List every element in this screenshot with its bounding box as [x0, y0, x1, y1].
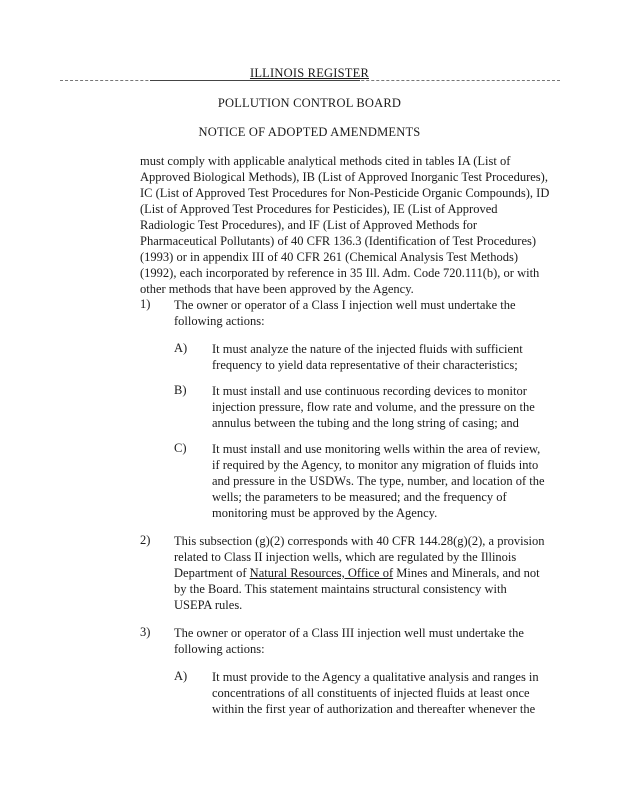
subitem-letter: A) [174, 669, 188, 683]
intro-line: Approved Biological Methods), IB (List of Approved Inorganic Test Procedures), [140, 170, 548, 184]
item-line: The owner or operator of a Class III injection well must undertake the [174, 626, 524, 640]
subitem-line: It must install and use continuous recording devices to monitor [212, 384, 527, 398]
subitem-line: monitoring must be approved by the Agency. [212, 506, 438, 520]
item-line-prefix: Department of [174, 566, 250, 580]
item-number: 3) [140, 625, 151, 639]
item-number: 1) [140, 297, 151, 311]
subitem-line: annulus between the tubing and the long string of casing; and [212, 416, 519, 430]
subitem-line: It must install and use monitoring wells within the area of review, [212, 442, 541, 456]
intro-line: other methods that have been approved by the Agency. [140, 282, 414, 296]
subitem-line: It must analyze the nature of the injected fluids with sufficient [212, 342, 523, 356]
item-line: following actions: [174, 642, 265, 656]
item-line: USEPA rules. [174, 598, 243, 612]
intro-line: Radiologic Test Procedures), and IF (List of Approved Methods for [140, 218, 478, 232]
subitem-line: frequency to yield data representative of their characteristics; [212, 358, 518, 372]
subitem-letter: A) [174, 341, 188, 355]
intro-line: (List of Approved Test Procedures for Pesticides), IE (List of Approved [140, 202, 498, 216]
subitem-letter: B) [174, 383, 187, 397]
intro-line: must comply with applicable analytical methods cited in tables IA (List of [140, 154, 511, 168]
subitem-line: injection pressure, flow rate and volume, and the pressure on the [212, 400, 535, 414]
item-line: This subsection (g)(2) corresponds with 40 CFR 144.28(g)(2), a provision [174, 534, 545, 548]
subitem-line: and pressure in the USDWs. The type, number, and location of the [212, 474, 545, 488]
underlined-insertion: Natural Resources, Office of [249, 566, 394, 580]
intro-line: IC (List of Approved Test Procedures for Non-Pesticide Organic Compounds), ID [140, 186, 550, 200]
subitem-line: concentrations of all constituents of injected fluids at least once [212, 686, 530, 700]
subitem-line: if required by the Agency, to monitor any migration of fluids into [212, 458, 539, 472]
item-line: by the Board. This statement maintains structural consistency with [174, 582, 507, 596]
item-line-suffix: Mines and Minerals, and not [393, 566, 540, 580]
subitem-letter: C) [174, 441, 187, 455]
subitem-line: It must provide to the Agency a qualitative analysis and ranges in [212, 670, 539, 684]
item-line: The owner or operator of a Class I injection well must undertake the [174, 298, 516, 312]
item-line [174, 565, 540, 581]
notice-title: NOTICE OF ADOPTED AMENDMENTS [198, 125, 421, 139]
intro-line: (1993) or in appendix III of 40 CFR 261 (Chemical Analysis Test Methods) [140, 250, 519, 264]
intro-line: (1992), each incorporated by reference in 35 Ill. Adm. Code 720.111(b), or with [140, 266, 540, 280]
subitem-line: wells; the parameters to be measured; and the frequency of [212, 490, 507, 504]
item-line: following actions: [174, 314, 265, 328]
intro-line: Pharmaceutical Pollutants) of 40 CFR 136.3 (Identification of Test Procedures) [140, 234, 537, 248]
board-title: POLLUTION CONTROL BOARD [217, 96, 402, 110]
item-number: 2) [140, 533, 151, 547]
register-title: ILLINOIS REGISTER [249, 66, 369, 80]
item-line: related to Class II injection wells, which are regulated by the Illinois [174, 550, 517, 564]
subitem-line: within the first year of authorization and thereafter whenever the [212, 702, 536, 716]
